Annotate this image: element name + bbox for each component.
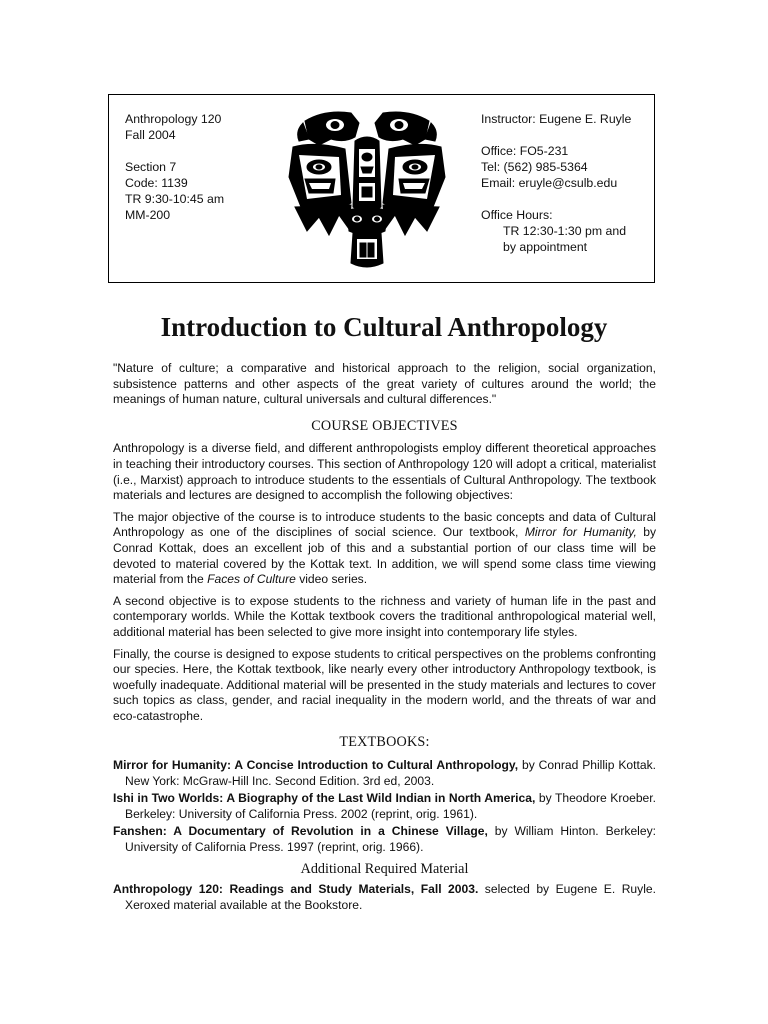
objective-major: The major objective of the course is to introduce students to the basic concepts and data of Cultural Anthropology as one of the disciplines of social science. Our textbook, Mirror for Humanity, by Conrad Kottak, does an excellent job of this and a substantial portion of our class time will be devoted to material covered by the Kottak text. In addition, we will spend some class time viewing material from the Faces of Culture video series. <box>113 509 656 587</box>
course-schedule: TR 9:30-10:45 am <box>125 192 225 206</box>
textbook-title-italic: Mirror for Humanity, <box>524 525 637 540</box>
textbook-item: Mirror for Humanity: A Concise Introduction to Cultural Anthropology, by Conrad Phillip Kottak. New York: McGraw-Hill Inc. Second Edition. 3rd ed, 2003. <box>113 758 656 788</box>
syllabus-body <box>113 361 656 915</box>
objectives-heading: COURSE OBJECTIVES <box>311 417 458 434</box>
objective-final: Finally, the course is designed to expose students to critical perspectives on the problems confronting our species. Here, the Kottak textbook, like nearly every other introductory Anthropology textbook, is woefully inadequate. Additional material will be presented in the study materials and lectures to cover such topics as class, gender, and racial inequality in the modern world, and the threats of war and eco-catastrophe. <box>113 646 656 723</box>
textbook-item: Fanshen: A Documentary of Revolution in a Chinese Village, by William Hinton. Berkeley: University of California Press. 1997 (reprint, orig. 1966). <box>113 824 656 855</box>
course-number: Anthropology 120 <box>125 112 222 126</box>
course-code: Code: 1139 <box>125 176 188 190</box>
instructor-email: Email: eruyle@csulb.edu <box>481 176 618 190</box>
textbook-item: Ishi in Two Worlds: A Biography of the Last Wild Indian in North America, by Theodore Kroeber. Berkeley: University of California Press. 2002 (reprint, orig. 1961). <box>113 791 656 821</box>
course-header-box <box>108 94 655 283</box>
textbooks-heading: TEXTBOOKS: <box>339 734 430 751</box>
instructor-phone: Tel: (562) 985-5364 <box>481 160 588 174</box>
course-info <box>125 111 224 223</box>
instructor-info <box>481 111 631 255</box>
reader-item: Anthropology 120: Readings and Study Materials, Fall 2003. selected by Eugene E. Ruyle. Xeroxed material available at the Bookstore. <box>113 882 656 912</box>
office-hours-times: TR 12:30-1:30 pm and <box>503 224 627 238</box>
additional-material-heading: Additional Required Material <box>300 860 469 877</box>
objectives-intro: Anthropology is a diverse field, and different anthropologists employ different theoretical approaches in teaching their introductory courses. This section of Anthropology 120 will adopt a critical, materialist (i.e., Marxist) approach to introduce students to the essentials of Cultural Anthropology. The textbook materials and lectures are designed to accomplish the following objectives: <box>113 441 656 503</box>
thunderbird-logo-icon <box>285 107 449 273</box>
page-title: Introduction to Cultural Anthropology <box>160 312 608 342</box>
instructor-name: Instructor: Eugene E. Ruyle <box>481 112 632 126</box>
office-hours-label: Office Hours: <box>481 208 553 222</box>
course-term: Fall 2004 <box>125 128 176 142</box>
office-hours-appointment: by appointment <box>503 240 588 254</box>
objective-second: A second objective is to expose students to the richness and variety of human life in the past and contemporary worlds. While the Kottak textbook covers the traditional anthropological material well, additional material has been selected to give more insight into contemporary life styles. <box>113 593 656 639</box>
course-room: MM-200 <box>125 208 171 222</box>
video-series-title-italic: Faces of Culture <box>207 572 296 587</box>
catalog-description: "Nature of culture; a comparative and historical approach to the religion, social organization, subsistence patterns and other aspects of the great variety of cultures around the world; the meanings of human nature, cultural universals and cultural differences." <box>113 361 656 407</box>
instructor-office: Office: FO5-231 <box>481 144 569 158</box>
course-section: Section 7 <box>125 160 177 174</box>
